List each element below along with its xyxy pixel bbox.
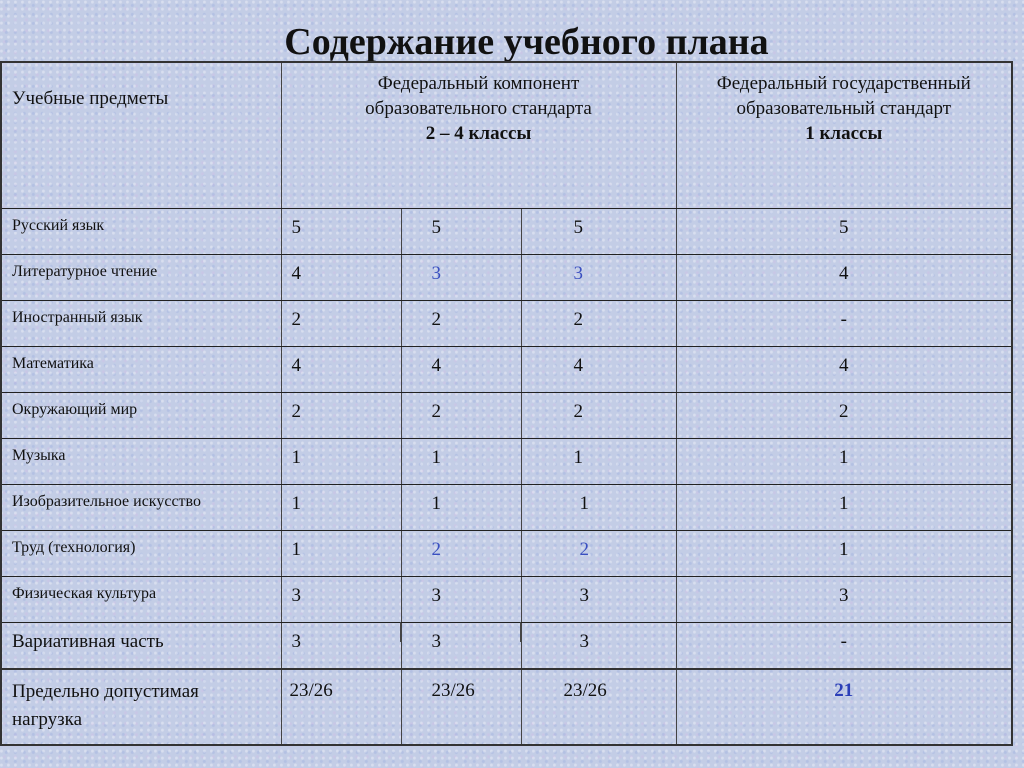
hours-cell-c2: 2 [401, 531, 521, 577]
hours-cell-c1: 2 [281, 393, 401, 439]
table-body [1, 209, 1012, 670]
hours-cell-c3: 3 [521, 255, 676, 301]
hours-cell-c1: 5 [281, 209, 401, 255]
hours-cell-c1: 1 [281, 531, 401, 577]
header-federal-component [281, 62, 676, 209]
hours-cell-c2: 1 [401, 485, 521, 531]
curriculum-table [0, 61, 1013, 746]
header-subjects: Учебные предметы [1, 62, 281, 209]
table-row [1, 255, 1012, 301]
subject-name: Иностранный язык [1, 301, 281, 347]
total-cell-2: 23/26 [401, 669, 521, 745]
subject-name: Вариативная часть [1, 623, 281, 670]
total-label-line1: Предельно допустимая [12, 681, 199, 702]
header-fgos-grades: 1 классы [805, 123, 883, 144]
subject-name: Русский язык [1, 209, 281, 255]
hours-cell-c4: 1 [676, 485, 1012, 531]
table-row [1, 209, 1012, 255]
hours-cell-c4: 1 [676, 439, 1012, 485]
hours-cell-c1: 4 [281, 347, 401, 393]
hours-cell-c1: 4 [281, 255, 401, 301]
hours-cell-c4: - [676, 301, 1012, 347]
hours-cell-c3: 1 [521, 485, 676, 531]
hours-cell-c2: 1 [401, 439, 521, 485]
hours-cell-c1: 3 [281, 577, 401, 623]
total-label-line2: нагрузка [12, 709, 83, 730]
hours-cell-c2: 2 [401, 393, 521, 439]
hours-cell-c3: 3 [521, 623, 676, 670]
header-federal-line1: Федеральный компонент [377, 73, 580, 94]
table-row [1, 393, 1012, 439]
header-federal-line2: образовательного стандарта [365, 98, 592, 119]
table-row [1, 439, 1012, 485]
hours-cell-c4: 3 [676, 577, 1012, 623]
hours-cell-c4: 4 [676, 255, 1012, 301]
hours-cell-c1: 1 [281, 439, 401, 485]
column-divider-stub [400, 622, 401, 642]
hours-cell-c4: - [676, 623, 1012, 670]
subject-name: Математика [1, 347, 281, 393]
table-row [1, 301, 1012, 347]
hours-cell-c4: 1 [676, 531, 1012, 577]
hours-cell-c3: 1 [521, 439, 676, 485]
table-row-total [1, 669, 1012, 745]
hours-cell-c3: 2 [521, 393, 676, 439]
hours-cell-c4: 4 [676, 347, 1012, 393]
subject-name: Окружающий мир [1, 393, 281, 439]
hours-cell-c4: 5 [676, 209, 1012, 255]
table-row [1, 347, 1012, 393]
hours-cell-c2: 3 [401, 255, 521, 301]
total-cell-1: 23/26 [281, 669, 401, 745]
total-cell-4: 21 [676, 669, 1012, 745]
subject-name: Изобразительное искусство [1, 485, 281, 531]
total-label [1, 669, 281, 745]
hours-cell-c4: 2 [676, 393, 1012, 439]
table-row [1, 623, 1012, 670]
hours-cell-c1: 2 [281, 301, 401, 347]
total-cell-3: 23/26 [521, 669, 676, 745]
header-fgos-line2: образовательный стандарт [736, 98, 952, 119]
page-title: Содержание учебного плана [284, 21, 769, 63]
hours-cell-c2: 4 [401, 347, 521, 393]
subject-name: Музыка [1, 439, 281, 485]
hours-cell-c2: 3 [401, 623, 521, 670]
table-row [1, 485, 1012, 531]
table-row [1, 531, 1012, 577]
subject-name: Труд (технология) [1, 531, 281, 577]
subject-name: Литературное чтение [1, 255, 281, 301]
header-fgos-line1: Федеральный государственный [716, 73, 971, 94]
header-fgos [676, 62, 1012, 209]
hours-cell-c1: 1 [281, 485, 401, 531]
header-federal-grades: 2 – 4 классы [425, 123, 532, 144]
hours-cell-c3: 5 [521, 209, 676, 255]
hours-cell-c2: 2 [401, 301, 521, 347]
subject-name: Физическая культура [1, 577, 281, 623]
hours-cell-c2: 3 [401, 577, 521, 623]
hours-cell-c2: 5 [401, 209, 521, 255]
column-divider-stub [520, 622, 521, 642]
hours-cell-c3: 2 [521, 531, 676, 577]
hours-cell-c3: 3 [521, 577, 676, 623]
table-header-row [1, 62, 1012, 209]
hours-cell-c1: 3 [281, 623, 401, 670]
hours-cell-c3: 2 [521, 301, 676, 347]
table-row [1, 577, 1012, 623]
hours-cell-c3: 4 [521, 347, 676, 393]
